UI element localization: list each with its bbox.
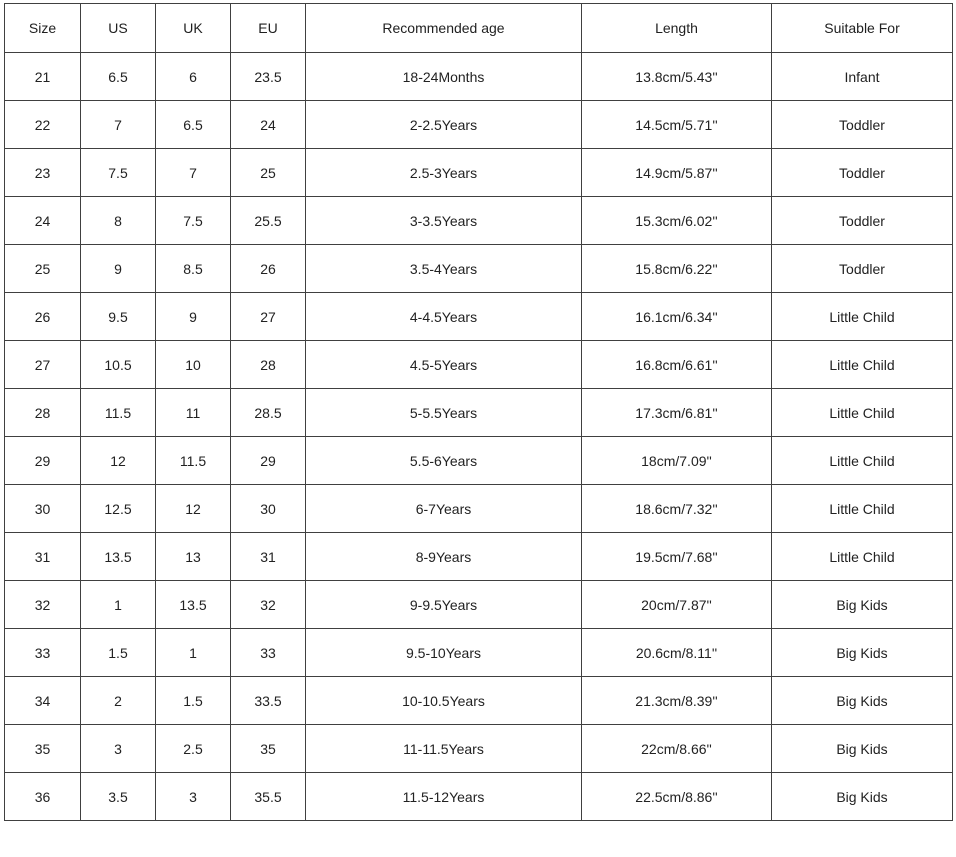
cell-size: 25	[5, 245, 81, 293]
cell-us: 12	[81, 437, 156, 485]
cell-size: 24	[5, 197, 81, 245]
cell-recommended-age: 5-5.5Years	[306, 389, 582, 437]
table-row	[5, 533, 953, 581]
table-row	[5, 437, 953, 485]
cell-uk: 7.5	[156, 197, 231, 245]
header-length: Length	[582, 4, 772, 53]
cell-size: 31	[5, 533, 81, 581]
cell-uk: 6	[156, 53, 231, 101]
cell-recommended-age: 2-2.5Years	[306, 101, 582, 149]
cell-size: 35	[5, 725, 81, 773]
cell-us: 7	[81, 101, 156, 149]
table-row	[5, 293, 953, 341]
cell-us: 2	[81, 677, 156, 725]
cell-uk: 1	[156, 629, 231, 677]
cell-us: 11.5	[81, 389, 156, 437]
header-eu: EU	[231, 4, 306, 53]
cell-suitable-for: Big Kids	[772, 677, 953, 725]
header-size: Size	[5, 4, 81, 53]
cell-us: 9.5	[81, 293, 156, 341]
cell-eu: 26	[231, 245, 306, 293]
cell-suitable-for: Little Child	[772, 341, 953, 389]
cell-size: 22	[5, 101, 81, 149]
table-row	[5, 389, 953, 437]
table-row	[5, 53, 953, 101]
cell-suitable-for: Toddler	[772, 245, 953, 293]
header-suitable-for: Suitable For	[772, 4, 953, 53]
cell-length: 19.5cm/7.68''	[582, 533, 772, 581]
cell-suitable-for: Infant	[772, 53, 953, 101]
cell-eu: 28	[231, 341, 306, 389]
cell-size: 23	[5, 149, 81, 197]
cell-length: 15.8cm/6.22''	[582, 245, 772, 293]
table-row	[5, 485, 953, 533]
cell-length: 22cm/8.66''	[582, 725, 772, 773]
cell-length: 21.3cm/8.39''	[582, 677, 772, 725]
cell-us: 1	[81, 581, 156, 629]
table-row	[5, 245, 953, 293]
cell-uk: 10	[156, 341, 231, 389]
cell-eu: 27	[231, 293, 306, 341]
cell-eu: 31	[231, 533, 306, 581]
cell-length: 17.3cm/6.81''	[582, 389, 772, 437]
cell-us: 10.5	[81, 341, 156, 389]
cell-recommended-age: 4.5-5Years	[306, 341, 582, 389]
cell-suitable-for: Toddler	[772, 101, 953, 149]
cell-us: 9	[81, 245, 156, 293]
cell-uk: 13.5	[156, 581, 231, 629]
cell-size: 36	[5, 773, 81, 821]
cell-recommended-age: 3.5-4Years	[306, 245, 582, 293]
cell-length: 14.9cm/5.87''	[582, 149, 772, 197]
cell-recommended-age: 9-9.5Years	[306, 581, 582, 629]
cell-recommended-age: 10-10.5Years	[306, 677, 582, 725]
cell-recommended-age: 3-3.5Years	[306, 197, 582, 245]
cell-uk: 11.5	[156, 437, 231, 485]
cell-length: 16.1cm/6.34''	[582, 293, 772, 341]
cell-suitable-for: Little Child	[772, 533, 953, 581]
cell-suitable-for: Big Kids	[772, 629, 953, 677]
cell-us: 1.5	[81, 629, 156, 677]
cell-recommended-age: 5.5-6Years	[306, 437, 582, 485]
header-us: US	[81, 4, 156, 53]
table-row	[5, 677, 953, 725]
cell-uk: 3	[156, 773, 231, 821]
cell-eu: 32	[231, 581, 306, 629]
cell-uk: 11	[156, 389, 231, 437]
table-row	[5, 101, 953, 149]
cell-length: 20cm/7.87''	[582, 581, 772, 629]
cell-uk: 8.5	[156, 245, 231, 293]
cell-size: 28	[5, 389, 81, 437]
table-body	[5, 53, 953, 821]
header-recommended-age: Recommended age	[306, 4, 582, 53]
cell-eu: 25.5	[231, 197, 306, 245]
cell-size: 30	[5, 485, 81, 533]
cell-us: 3	[81, 725, 156, 773]
cell-recommended-age: 8-9Years	[306, 533, 582, 581]
cell-recommended-age: 4-4.5Years	[306, 293, 582, 341]
cell-size: 27	[5, 341, 81, 389]
cell-recommended-age: 6-7Years	[306, 485, 582, 533]
cell-eu: 33.5	[231, 677, 306, 725]
cell-uk: 7	[156, 149, 231, 197]
cell-us: 3.5	[81, 773, 156, 821]
cell-length: 22.5cm/8.86''	[582, 773, 772, 821]
cell-suitable-for: Little Child	[772, 293, 953, 341]
cell-uk: 13	[156, 533, 231, 581]
cell-suitable-for: Little Child	[772, 389, 953, 437]
cell-us: 13.5	[81, 533, 156, 581]
cell-uk: 9	[156, 293, 231, 341]
cell-size: 33	[5, 629, 81, 677]
cell-suitable-for: Little Child	[772, 437, 953, 485]
cell-eu: 28.5	[231, 389, 306, 437]
table-row	[5, 197, 953, 245]
cell-recommended-age: 11-11.5Years	[306, 725, 582, 773]
cell-eu: 30	[231, 485, 306, 533]
cell-uk: 6.5	[156, 101, 231, 149]
cell-eu: 35.5	[231, 773, 306, 821]
cell-size: 29	[5, 437, 81, 485]
cell-eu: 25	[231, 149, 306, 197]
cell-recommended-age: 2.5-3Years	[306, 149, 582, 197]
cell-eu: 23.5	[231, 53, 306, 101]
cell-us: 8	[81, 197, 156, 245]
cell-suitable-for: Big Kids	[772, 773, 953, 821]
cell-uk: 1.5	[156, 677, 231, 725]
cell-eu: 35	[231, 725, 306, 773]
cell-uk: 12	[156, 485, 231, 533]
table-row	[5, 149, 953, 197]
cell-eu: 33	[231, 629, 306, 677]
cell-suitable-for: Big Kids	[772, 725, 953, 773]
cell-length: 16.8cm/6.61''	[582, 341, 772, 389]
cell-eu: 24	[231, 101, 306, 149]
cell-size: 26	[5, 293, 81, 341]
table-header	[5, 4, 953, 53]
table-row	[5, 581, 953, 629]
header-uk: UK	[156, 4, 231, 53]
cell-uk: 2.5	[156, 725, 231, 773]
table-row	[5, 629, 953, 677]
cell-length: 20.6cm/8.11''	[582, 629, 772, 677]
cell-suitable-for: Toddler	[772, 197, 953, 245]
cell-length: 15.3cm/6.02''	[582, 197, 772, 245]
cell-suitable-for: Little Child	[772, 485, 953, 533]
cell-size: 32	[5, 581, 81, 629]
cell-recommended-age: 9.5-10Years	[306, 629, 582, 677]
cell-size: 21	[5, 53, 81, 101]
cell-length: 18.6cm/7.32''	[582, 485, 772, 533]
cell-recommended-age: 18-24Months	[306, 53, 582, 101]
cell-us: 12.5	[81, 485, 156, 533]
cell-length: 18cm/7.09''	[582, 437, 772, 485]
cell-recommended-age: 11.5-12Years	[306, 773, 582, 821]
header-row	[5, 4, 953, 53]
cell-suitable-for: Toddler	[772, 149, 953, 197]
cell-suitable-for: Big Kids	[772, 581, 953, 629]
cell-size: 34	[5, 677, 81, 725]
cell-us: 7.5	[81, 149, 156, 197]
table-row	[5, 341, 953, 389]
table-row	[5, 725, 953, 773]
cell-eu: 29	[231, 437, 306, 485]
cell-length: 14.5cm/5.71''	[582, 101, 772, 149]
size-chart-table	[4, 3, 953, 821]
cell-us: 6.5	[81, 53, 156, 101]
cell-length: 13.8cm/5.43''	[582, 53, 772, 101]
table-row	[5, 773, 953, 821]
